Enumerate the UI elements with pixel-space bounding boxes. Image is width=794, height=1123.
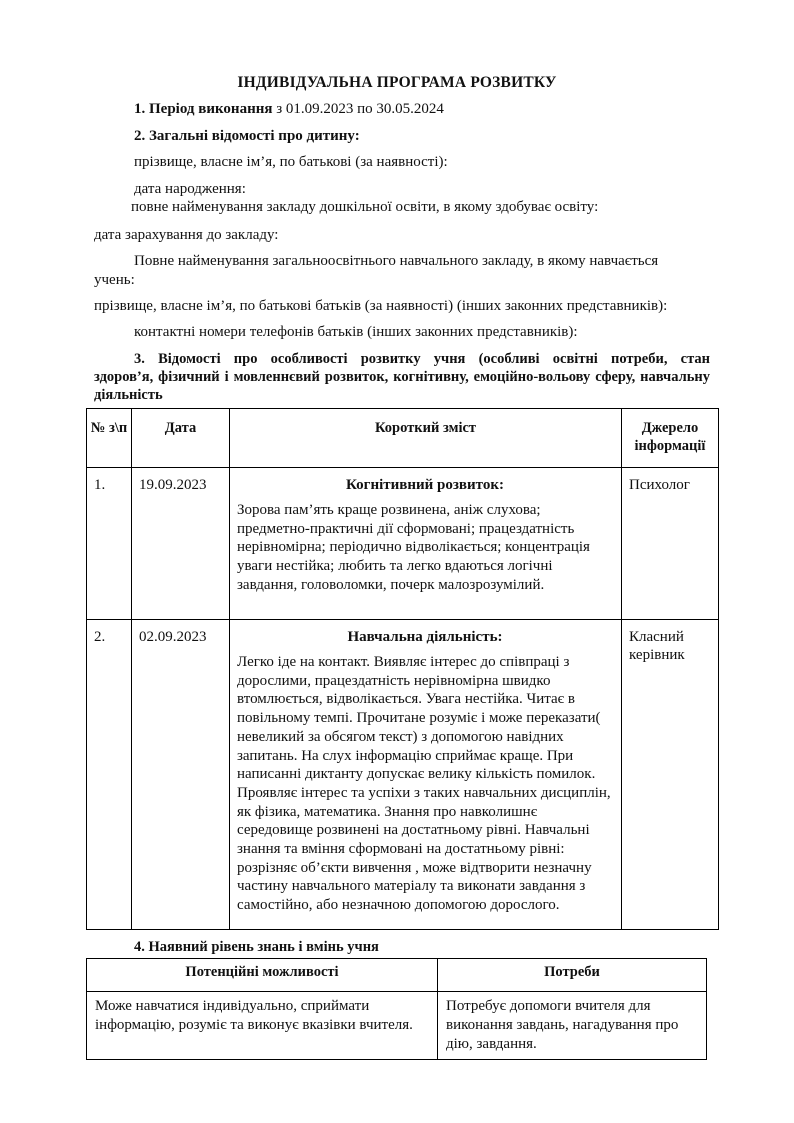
row-source: Психолог: [622, 468, 719, 620]
parents-name-field: прізвище, власне ім’я, по батькові батьків (за наявності) (інших законних представників):: [94, 298, 668, 314]
table-header-row: [87, 409, 719, 468]
table-row: [87, 468, 719, 620]
table-row: [87, 992, 707, 1060]
development-heading-line2: здоров’я, фізичний і мовленнєвий розвиток, когнітивну, емоційно-вольову сферу, навчальну діяльність: [94, 369, 710, 403]
child-name-field: прізвище, власне ім’я, по батькові (за наявності):: [134, 154, 448, 170]
development-table: [86, 408, 719, 930]
preschool-field: повне найменування закладу дошкільної освіти, в якому здобуває освіту:: [131, 199, 599, 215]
row-content-body: Легко іде на контакт. Виявляє інтерес до співпраці з дорослими, працездатність нерівномірна швидко втомлюється, відволікається. Увага нестійка. Читає в повільному темпі. Прочитане розуміє і може переказати( невеликий за обсягом текст) з допомогою навідних запитань. На слух інформацію сприймає краще. При написанні диктанту допускає велику кількість помилок. Проявляє інтерес та успіхи з таких навчальних дисциплін, як фізика, математика. Знання про навколишнє середовище розвинені на достатньому рівні. Навчальні знання та вміння сформовані на достатньому рівні: розрізняє об’єкти вивчення , може відтворити незначну частину навчального матеріалу та виконати завдання з самостійно, або незначною допомогою дорослого.: [237, 654, 611, 914]
row-date: 19.09.2023: [132, 468, 230, 620]
header-source-text: Джерело інформації: [634, 420, 706, 454]
period-line: [134, 100, 444, 118]
birth-date-field: дата народження:: [134, 181, 246, 197]
table-header-row: [87, 959, 707, 992]
header-needs: Потреби: [438, 959, 707, 992]
parents-contacts-field: контактні номери телефонів батьків (інших законних представників):: [134, 324, 578, 340]
table-row: [87, 620, 719, 930]
development-heading-line1: 3. Відомості про особливості розвитку учня (особливі освітні потреби, стан: [134, 351, 710, 367]
period-label: 1. Період виконання: [134, 101, 273, 117]
header-date: Дата: [132, 409, 230, 468]
header-source: [622, 409, 719, 468]
row-content: [230, 620, 622, 930]
period-value: з 01.09.2023 по 30.05.2024: [272, 101, 444, 117]
needs-cell: Потребує допомоги вчителя для виконання завдань, нагадування про дію, завдання.: [438, 992, 707, 1060]
school-name-field-cont: учень:: [94, 272, 135, 288]
general-info-heading: 2. Загальні відомості про дитину:: [134, 128, 360, 144]
school-name-field: Повне найменування загальноосвітнього навчального закладу, в якому навчається: [134, 253, 659, 269]
page-title: ІНДИВІДУАЛЬНА ПРОГРАМА РОЗВИТКУ: [237, 74, 557, 91]
enrollment-date-field: дата зарахування до закладу:: [94, 227, 279, 243]
skills-heading: 4. Наявний рівень знань і вмінь учня: [134, 939, 379, 955]
header-num: № з\п: [87, 409, 132, 468]
row-source: Класний керівник: [622, 620, 719, 930]
row-content-heading: Навчальна діяльність:: [347, 629, 503, 645]
potential-cell: Може навчатися індивідуально, сприймати інформацію, розуміє та виконує вказівки вчителя.: [87, 992, 438, 1060]
row-content-heading: Когнітивний розвиток:: [346, 477, 504, 493]
development-heading: [94, 350, 710, 404]
row-content: [230, 468, 622, 620]
header-potential: Потенційні можливості: [87, 959, 438, 992]
row-date: 02.09.2023: [132, 620, 230, 930]
row-content-body: Зорова пам’ять краще розвинена, аніж слухова; предметно-практичні дії сформовані; працездатність нерівномірна; періодично відволікається; концентрація уваги нестійка; любить та легко вдаються логічні завдання, головоломки, почерк малозрозумілий.: [237, 502, 590, 593]
header-content: Короткий зміст: [230, 409, 622, 468]
skills-table: [86, 958, 707, 1060]
row-num: 2.: [87, 620, 132, 930]
row-num: 1.: [87, 468, 132, 620]
